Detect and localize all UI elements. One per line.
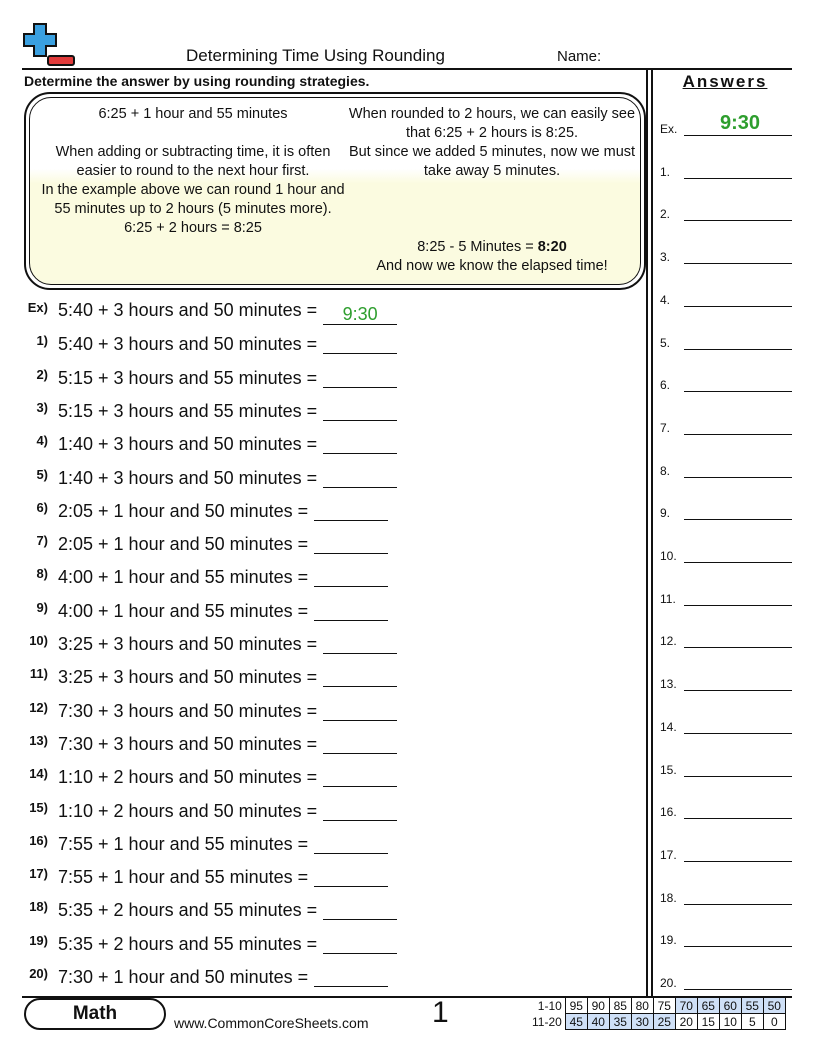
answer-blank[interactable] — [314, 600, 388, 621]
score-cell: 55 — [741, 998, 763, 1014]
score-cell: 85 — [609, 998, 631, 1014]
question-number: 15) — [29, 799, 48, 815]
answer-label: 10. — [660, 549, 677, 563]
question-row — [22, 700, 397, 726]
question-expression: 4:00 + 1 hour and 55 minutes = — [58, 567, 309, 588]
question-expression: 7:55 + 1 hour and 55 minutes = — [58, 833, 309, 854]
score-row — [529, 998, 785, 1014]
question-number: 7) — [36, 533, 48, 549]
question-number: 4) — [36, 433, 48, 449]
question-number: 2) — [36, 366, 48, 382]
answer-blank[interactable] — [323, 800, 397, 821]
answer-line[interactable] — [660, 887, 792, 907]
answer-label: 13. — [660, 677, 677, 692]
answer-blank[interactable] — [323, 766, 397, 787]
example-explanation: When rounded to 2 hours, we can easily see that 6:25 + 2 hours is 8:25. — [348, 106, 636, 141]
answer-label: Ex. — [660, 122, 678, 136]
question-row — [22, 533, 388, 559]
answer-blank[interactable] — [314, 533, 388, 554]
score-cell: 0 — [763, 1014, 785, 1030]
answer-blank[interactable] — [323, 433, 397, 454]
question-number: 18) — [29, 899, 48, 915]
answer-blank[interactable] — [323, 899, 397, 920]
question-row — [22, 367, 397, 393]
answer-line[interactable] — [660, 801, 792, 821]
question-row — [22, 933, 397, 959]
question-row — [22, 566, 388, 592]
example-step: 6:25 + 2 hours = 8:25 — [124, 220, 262, 236]
question-row — [22, 866, 388, 892]
question-number: 10) — [29, 633, 48, 648]
score-row — [529, 1014, 785, 1030]
answer-label: 11. — [660, 591, 676, 606]
answer-label: 15. — [660, 762, 677, 777]
answer-label: 17. — [660, 847, 677, 862]
question-expression: 5:35 + 2 hours and 55 minutes = — [58, 933, 318, 954]
answer-blank[interactable] — [314, 966, 388, 987]
answer-blank[interactable] — [323, 666, 397, 687]
question-number: 14) — [29, 766, 48, 782]
score-cell: 60 — [719, 998, 741, 1014]
answer-underline — [684, 605, 792, 606]
answer-value: 9:30 — [719, 112, 761, 134]
answer-underline — [684, 519, 792, 520]
example-left-column — [38, 105, 348, 238]
answer-underline — [684, 391, 792, 392]
answer-blank[interactable] — [314, 566, 388, 587]
question-row — [22, 766, 397, 792]
question-number: 12) — [29, 699, 48, 715]
answer-blank[interactable] — [323, 333, 397, 354]
subject-badge: Math — [24, 998, 166, 1030]
answer-label: 9. — [660, 506, 671, 521]
question-expression: 5:40 + 3 hours and 50 minutes = — [58, 334, 318, 355]
question-number: 6) — [36, 499, 48, 515]
question-row — [22, 899, 397, 925]
column-divider — [651, 68, 653, 996]
answer-line[interactable] — [660, 972, 792, 992]
question-number: 1) — [36, 333, 48, 349]
question-number: 11) — [29, 666, 48, 682]
score-cell: 65 — [697, 998, 719, 1014]
answer-label: 8. — [660, 463, 671, 478]
question-expression: 7:30 + 3 hours and 50 minutes = — [58, 733, 318, 754]
example-result — [346, 238, 638, 276]
answer-line[interactable] — [660, 246, 792, 266]
score-cell: 5 — [741, 1014, 763, 1030]
question-expression: 5:15 + 3 hours and 55 minutes = — [58, 400, 318, 421]
top-rule — [22, 68, 792, 70]
answer-line[interactable] — [660, 161, 792, 181]
instructions: Determine the answer by using rounding strategies. — [24, 73, 370, 89]
score-cell: 75 — [653, 998, 675, 1014]
score-cell: 35 — [609, 1014, 631, 1030]
question-number: 20) — [29, 966, 48, 981]
score-table — [529, 997, 786, 1030]
answer-blank[interactable] — [314, 866, 388, 887]
answer-underline — [684, 562, 792, 563]
answer-underline — [684, 818, 792, 819]
website-url: www.CommonCoreSheets.com — [174, 1015, 369, 1031]
question-row — [22, 633, 397, 659]
question-row — [22, 400, 397, 426]
answer-label: 14. — [660, 719, 677, 734]
page-title: Determining Time Using Rounding — [186, 46, 445, 65]
answer-blank[interactable] — [323, 467, 397, 488]
score-cell: 90 — [587, 998, 609, 1014]
answer-label: 20. — [660, 976, 677, 990]
answer-label: 7. — [660, 420, 671, 435]
answer-underline — [684, 178, 792, 179]
question-expression: 5:15 + 3 hours and 55 minutes = — [58, 367, 318, 388]
answer-blank[interactable] — [314, 833, 388, 854]
question-number: Ex) — [27, 300, 48, 315]
answer-blank[interactable] — [323, 367, 397, 388]
answer-label: 3. — [660, 250, 671, 265]
example-result-line: 8:25 - 5 Minutes = 8:20 — [417, 239, 567, 255]
question-row — [22, 500, 388, 526]
answer-underline — [684, 946, 792, 947]
answer-underline — [684, 263, 792, 264]
question-expression: 3:25 + 3 hours and 50 minutes = — [58, 634, 318, 654]
question-row — [22, 666, 397, 692]
example-explanation: In the example above we can round 1 hour and 55 minutes up to 2 hours (5 minutes more). — [41, 182, 345, 217]
answer-underline — [684, 861, 792, 862]
answer-label: 12. — [660, 634, 677, 649]
question-expression: 5:40 + 3 hours and 50 minutes = — [58, 300, 318, 320]
score-cell: 70 — [675, 998, 697, 1014]
answer-underline — [684, 135, 792, 136]
question-number: 9) — [36, 599, 48, 615]
example-problem: 6:25 + 1 hour and 55 minutes — [98, 106, 288, 122]
answer-line[interactable] — [660, 374, 792, 394]
question-number: 5) — [36, 466, 48, 482]
question-row — [22, 733, 397, 759]
example-right-column — [346, 105, 638, 181]
answer-line[interactable] — [660, 545, 792, 565]
plus-minus-logo-icon — [22, 22, 78, 68]
page-number: 1 — [432, 996, 449, 1029]
question-row — [22, 966, 388, 992]
score-cell: 50 — [763, 998, 785, 1014]
answer-label: 5. — [660, 335, 671, 350]
answer-label: 6. — [660, 378, 671, 393]
answer-blank[interactable] — [314, 500, 388, 521]
question-row — [22, 800, 397, 826]
answer-line[interactable] — [660, 588, 792, 608]
answer-blank[interactable] — [323, 400, 397, 421]
question-expression: 5:35 + 2 hours and 55 minutes = — [58, 900, 318, 921]
answer-blank[interactable] — [323, 633, 397, 654]
answer-underline — [684, 989, 792, 990]
answer-label: 2. — [660, 207, 671, 222]
score-cell: 40 — [587, 1014, 609, 1030]
question-expression: 1:40 + 3 hours and 50 minutes = — [58, 467, 318, 488]
question-number: 19) — [29, 932, 48, 948]
question-expression: 7:55 + 1 hour and 55 minutes = — [58, 867, 309, 888]
answers-heading: Answers — [682, 72, 768, 91]
answer-blank[interactable] — [323, 933, 397, 954]
answer-line[interactable] — [660, 929, 792, 949]
answer-line[interactable] — [660, 630, 792, 650]
answer-line[interactable] — [660, 502, 792, 522]
answer-line[interactable] — [660, 759, 792, 779]
score-cell: 10 — [719, 1014, 741, 1030]
score-cell: 20 — [675, 1014, 697, 1030]
answer-underline — [684, 690, 792, 691]
example-explanation: When adding or subtracting time, it is often easier to round to the next hour first. — [55, 144, 331, 179]
question-number: 16) — [29, 832, 48, 848]
answer-blank[interactable] — [323, 733, 397, 754]
question-row — [22, 300, 397, 326]
answer-line[interactable] — [660, 112, 792, 138]
answer-label: 18. — [660, 890, 677, 905]
score-range-label: 1-10 — [537, 998, 562, 1013]
score-cell: 25 — [653, 1014, 675, 1030]
answer-underline — [684, 477, 792, 478]
answer-line[interactable] — [660, 417, 792, 437]
answer-blank[interactable] — [323, 700, 397, 721]
question-row — [22, 600, 388, 626]
answer-underline — [684, 349, 792, 350]
answer-underline — [684, 776, 792, 777]
name-label: Name: — [557, 48, 602, 65]
answer-underline — [684, 220, 792, 221]
answer-line[interactable] — [660, 716, 792, 736]
answer-blank[interactable]: 9:30 — [323, 304, 397, 325]
question-expression: 1:40 + 3 hours and 50 minutes = — [58, 434, 318, 455]
column-divider — [646, 68, 648, 996]
question-expression: 2:05 + 1 hour and 50 minutes = — [58, 500, 309, 521]
answer-label: 1. — [660, 164, 671, 179]
answer-underline — [684, 647, 792, 648]
answer-underline — [684, 733, 792, 734]
question-number: 3) — [36, 399, 48, 415]
question-expression: 4:00 + 1 hour and 55 minutes = — [58, 600, 309, 621]
example-result-note: And now we know the elapsed time! — [376, 258, 608, 274]
score-cell: 15 — [697, 1014, 719, 1030]
question-row — [22, 833, 388, 859]
score-cell: 95 — [565, 998, 587, 1014]
question-number: 17) — [29, 866, 48, 882]
answer-line[interactable] — [660, 289, 792, 309]
answer-line[interactable] — [660, 332, 792, 352]
answer-line[interactable] — [660, 673, 792, 693]
question-number: 8) — [36, 566, 48, 582]
question-expression: 1:10 + 2 hours and 50 minutes = — [58, 767, 318, 788]
example-explanation: But since we added 5 minutes, now we must take away 5 minutes. — [348, 144, 636, 179]
example-result-value: 8:20 — [537, 239, 567, 255]
answer-line[interactable] — [660, 203, 792, 223]
question-expression: 7:30 + 1 hour and 50 minutes = — [58, 967, 309, 987]
score-cell: 30 — [631, 1014, 653, 1030]
question-expression: 7:30 + 3 hours and 50 minutes = — [58, 700, 318, 721]
question-expression: 2:05 + 1 hour and 50 minutes = — [58, 534, 309, 555]
answer-line[interactable] — [660, 844, 792, 864]
score-cell: 80 — [631, 998, 653, 1014]
question-row — [22, 467, 397, 493]
answer-label: 4. — [660, 292, 671, 307]
answer-underline — [684, 306, 792, 307]
question-expression: 1:10 + 2 hours and 50 minutes = — [58, 800, 318, 821]
answer-label: 19. — [660, 933, 677, 948]
question-number: 13) — [29, 732, 48, 748]
question-row — [22, 433, 397, 459]
question-row — [22, 333, 397, 359]
answer-underline — [684, 904, 792, 905]
answer-line[interactable] — [660, 460, 792, 480]
answer-label: 16. — [660, 805, 677, 820]
score-range-label: 11-20 — [532, 1014, 562, 1029]
answer-underline — [684, 434, 792, 435]
question-expression: 3:25 + 3 hours and 50 minutes = — [58, 667, 318, 688]
score-cell: 45 — [565, 1014, 587, 1030]
